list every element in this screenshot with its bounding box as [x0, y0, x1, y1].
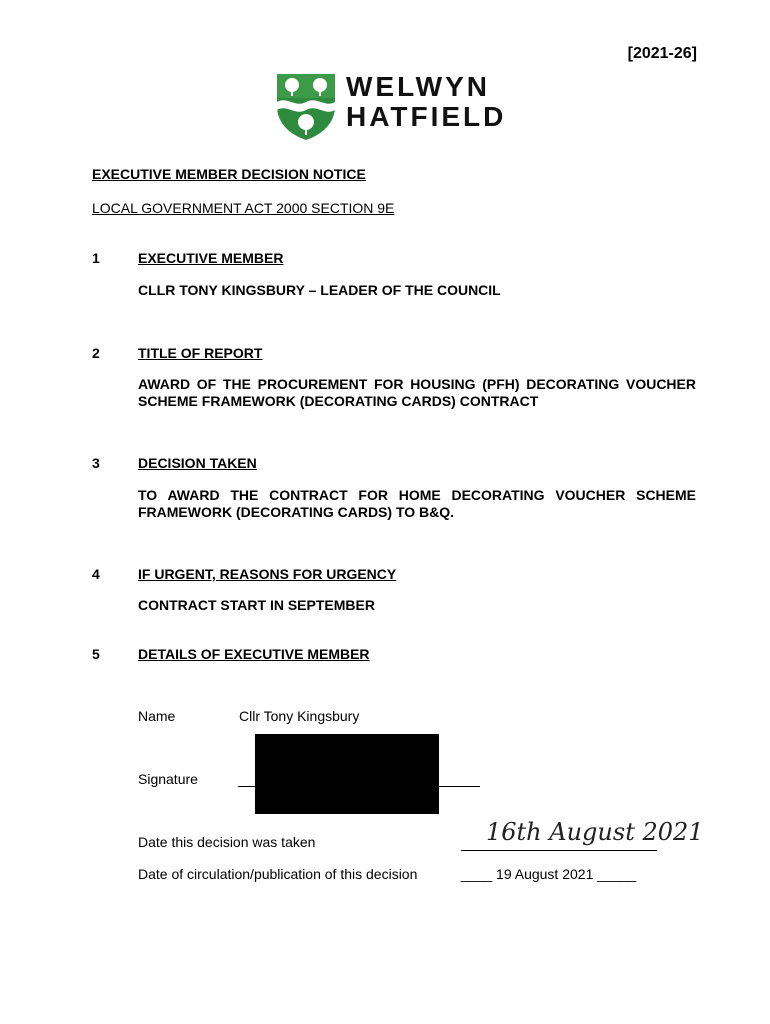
- date-publication-label: Date of circulation/publication of this decision: [138, 866, 418, 882]
- signature-redaction: [255, 734, 439, 814]
- section-4-number: 4: [92, 566, 100, 582]
- wordmark-line-2: HATFIELD: [346, 101, 507, 132]
- section-3-body: TO AWARD THE CONTRACT FOR HOME DECORATING VOUCHER SCHEME FRAMEWORK (DECORATING CARDS) TO B&Q.: [138, 487, 696, 520]
- date-publication-suffix: _____: [597, 866, 637, 882]
- section-5-title: DETAILS OF EXECUTIVE MEMBER: [138, 646, 370, 662]
- act-reference: LOCAL GOVERNMENT ACT 2000 SECTION 9E: [92, 200, 395, 216]
- section-2-body: AWARD OF THE PROCUREMENT FOR HOUSING (PFH) DECORATING VOUCHER SCHEME FRAMEWORK (DECORATING CARDS) CONTRACT: [138, 376, 696, 409]
- date-publication-date: 19 August 2021: [496, 866, 594, 882]
- section-1-number: 1: [92, 250, 100, 266]
- date-publication-prefix: ____: [461, 866, 493, 882]
- date-taken-label: Date this decision was taken: [138, 834, 316, 850]
- section-2-number: 2: [92, 345, 100, 361]
- wordmark-line-1: WELWYN: [346, 71, 490, 102]
- section-5-number: 5: [92, 646, 100, 662]
- council-crest-logo: [275, 72, 337, 142]
- document-reference: [2021-26]: [627, 45, 697, 62]
- name-value: Cllr Tony Kingsbury: [239, 708, 360, 724]
- date-taken-line: [461, 850, 657, 851]
- section-1-body: CLLR TONY KINGSBURY – LEADER OF THE COUNCIL: [138, 282, 501, 298]
- section-1-title: EXECUTIVE MEMBER: [138, 250, 284, 266]
- council-wordmark: [346, 72, 506, 132]
- section-3-number: 3: [92, 455, 100, 471]
- name-label: Name: [138, 708, 176, 724]
- date-taken-handwritten: 16th August 2021: [486, 818, 704, 846]
- section-2-title: TITLE OF REPORT: [138, 345, 263, 361]
- section-4-title: IF URGENT, REASONS FOR URGENCY: [138, 566, 397, 582]
- section-3-title: DECISION TAKEN: [138, 455, 257, 471]
- signature-label: Signature: [138, 771, 198, 787]
- notice-title: EXECUTIVE MEMBER DECISION NOTICE: [92, 166, 366, 182]
- date-publication-value: [461, 866, 636, 882]
- section-4-body: CONTRACT START IN SEPTEMBER: [138, 597, 375, 613]
